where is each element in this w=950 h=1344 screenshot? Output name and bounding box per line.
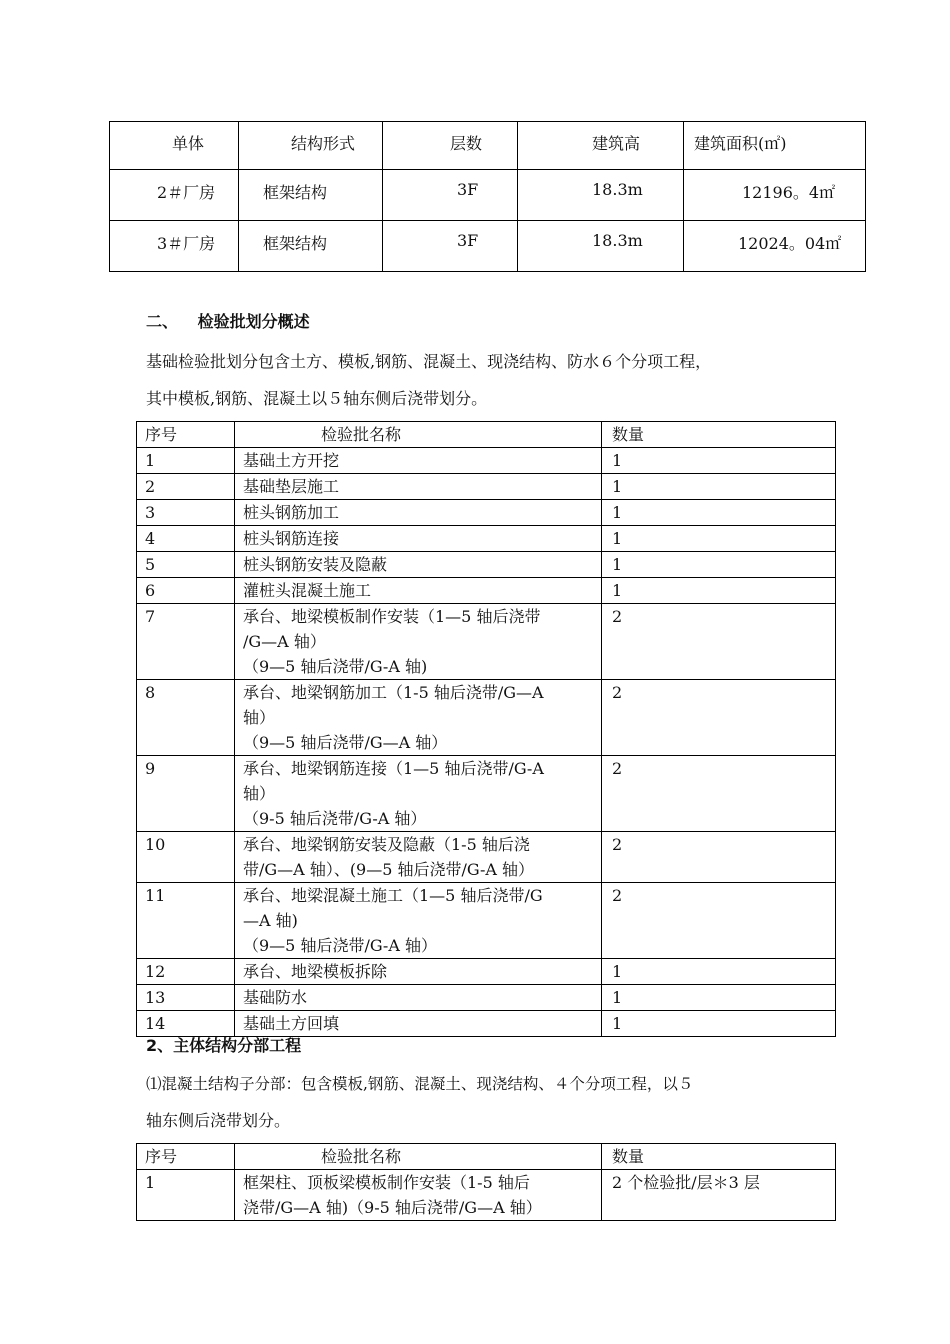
quantity-cell: 2 个检验批/层＊3 层 [602,1170,836,1221]
batch-name-line: 承台、地梁钢筋连接（1—5 轴后浇带/G-A [243,759,544,778]
table-cell: 18.3m [518,221,684,272]
paragraph-line: 其中模板,钢筋、混凝土以５轴东侧后浇带划分。 [146,389,488,408]
batch-name-line: 承台、地梁模板制作安装（1—5 轴后浇带 [243,607,541,626]
batch-name-cell [235,578,602,604]
row-number-cell: 13 [137,985,235,1011]
table-header-row [137,422,836,448]
header-cell: 层数 [383,122,518,170]
batch-name-cell [235,1170,602,1221]
batch-name-line: 承台、地梁钢筋加工（1-5 轴后浇带/G—A [243,683,544,702]
table-row [110,221,866,272]
batch-name-line: 基础土方开挖 [243,451,340,470]
inspection-batch-table [136,421,836,1037]
batch-name-cell [235,680,602,756]
batch-name-line: 桩头钢筋加工 [243,503,340,522]
table-row [137,883,836,959]
row-number-cell: 7 [137,604,235,680]
batch-name-cell [235,500,602,526]
quantity-cell: 2 [602,883,836,959]
table-row [137,832,836,883]
main-structure-batch-table [136,1143,836,1221]
table-row [137,448,836,474]
quantity-cell: 1 [602,526,836,552]
table-cell: 12024。04㎡ [684,221,866,272]
batch-name-line: 桩头钢筋安装及隐蔽 [243,555,388,574]
table-cell: 框架结构 [239,221,383,272]
batch-name-cell [235,474,602,500]
batch-name-cell [235,526,602,552]
header-cell: 结构形式 [239,122,383,170]
batch-name-cell [235,985,602,1011]
batch-name-line: 轴） [243,784,276,803]
batch-name-cell [235,959,602,985]
batch-name-line: 承台、地梁模板拆除 [243,962,388,981]
quantity-cell: 2 [602,680,836,756]
header-cell: 数量 [602,1144,836,1170]
batch-name-line: （9—5 轴后浇带/G—A 轴） [243,733,448,752]
section-number: 二、 [146,312,179,331]
batch-name-line: 框架柱、顶板梁模板制作安装（1-5 轴后 [243,1173,530,1192]
table-row [137,680,836,756]
table-cell: 3F [383,170,518,221]
table-row [137,1170,836,1221]
header-cell: 检验批名称 [235,422,602,448]
table-row [137,756,836,832]
section-title: 检验批划分概述 [197,312,310,331]
row-number-cell: 10 [137,832,235,883]
table-row [137,500,836,526]
quantity-cell: 1 [602,474,836,500]
batch-name-line: 基础土方回填 [243,1014,340,1033]
paragraph-line: 基础检验批划分包含土方、模板,钢筋、混凝土、现浇结构、防水６个分项工程， [146,352,712,371]
header-cell: 单体 [110,122,239,170]
header-cell: 序号 [137,1144,235,1170]
row-number-cell: 5 [137,552,235,578]
section-heading [146,309,310,332]
batch-name-line: 承台、地梁混凝土施工（1—5 轴后浇带/G [243,886,543,905]
quantity-cell: 2 [602,756,836,832]
quantity-cell: 1 [602,448,836,474]
header-cell: 检验批名称 [235,1144,602,1170]
quantity-cell: 2 [602,832,836,883]
row-number-cell: 14 [137,1011,235,1037]
quantity-cell: 1 [602,985,836,1011]
row-number-cell: 3 [137,500,235,526]
batch-name-cell [235,832,602,883]
table-header-row [137,1144,836,1170]
batch-name-line: 基础垫层施工 [243,477,340,496]
batch-name-line: —A 轴) [243,911,298,930]
table-row [137,474,836,500]
quantity-cell: 1 [602,578,836,604]
table-row [137,552,836,578]
row-number-cell: 9 [137,756,235,832]
row-number-cell: 12 [137,959,235,985]
table-cell: 2＃厂房 [110,170,239,221]
paragraph-line: 轴东侧后浇带划分。 [146,1111,291,1130]
batch-name-line: （9-5 轴后浇带/G-A 轴） [243,809,427,828]
batch-name-cell [235,756,602,832]
batch-name-cell [235,448,602,474]
batch-name-cell [235,552,602,578]
row-number-cell: 1 [137,448,235,474]
batch-name-line: （9—5 轴后浇带/G-A 轴） [243,936,437,955]
batch-name-line: 桩头钢筋连接 [243,529,340,548]
row-number-cell: 4 [137,526,235,552]
batch-name-line: /G—A 轴） [243,632,326,651]
quantity-cell: 2 [602,604,836,680]
row-number-cell: 1 [137,1170,235,1221]
header-cell: 建筑面积(㎡) [684,122,866,170]
batch-name-line: 浇带/G—A 轴)（9-5 轴后浇带/G—A 轴） [243,1198,542,1217]
table-row [137,959,836,985]
row-number-cell: 6 [137,578,235,604]
table-row [137,578,836,604]
header-cell: 建筑高 [518,122,684,170]
row-number-cell: 8 [137,680,235,756]
table-row [137,604,836,680]
quantity-cell: 1 [602,959,836,985]
table-cell: 18.3m [518,170,684,221]
batch-name-cell [235,604,602,680]
table-row [110,170,866,221]
batch-name-line: 承台、地梁钢筋安装及隐蔽（1-5 轴后浇 [243,835,530,854]
table-row [137,526,836,552]
table-header-row [110,122,866,170]
table-cell: 框架结构 [239,170,383,221]
batch-name-line: （9—5 轴后浇带/G-A 轴) [243,657,428,676]
quantity-cell: 1 [602,500,836,526]
batch-name-line: 带/G—A 轴）、(9—5 轴后浇带/G-A 轴） [243,860,535,879]
table-cell: 3F [383,221,518,272]
table-cell: 12196。4㎡ [684,170,866,221]
batch-name-line: 基础防水 [243,988,308,1007]
header-cell: 数量 [602,422,836,448]
section-heading: 2、主体结构分部工程 [146,1036,302,1055]
quantity-cell: 1 [602,1011,836,1037]
quantity-cell: 1 [602,552,836,578]
table-cell: 3＃厂房 [110,221,239,272]
batch-name-line: 灌桩头混凝土施工 [243,581,372,600]
header-cell: 序号 [137,422,235,448]
row-number-cell: 11 [137,883,235,959]
row-number-cell: 2 [137,474,235,500]
building-info-table [109,121,866,272]
batch-name-cell [235,883,602,959]
batch-name-line: 轴） [243,708,276,727]
table-row [137,985,836,1011]
paragraph-line: ⑴混凝土结构子分部：包含模板,钢筋、混凝土、现浇结构、４个分项工程，以５ [146,1075,694,1093]
